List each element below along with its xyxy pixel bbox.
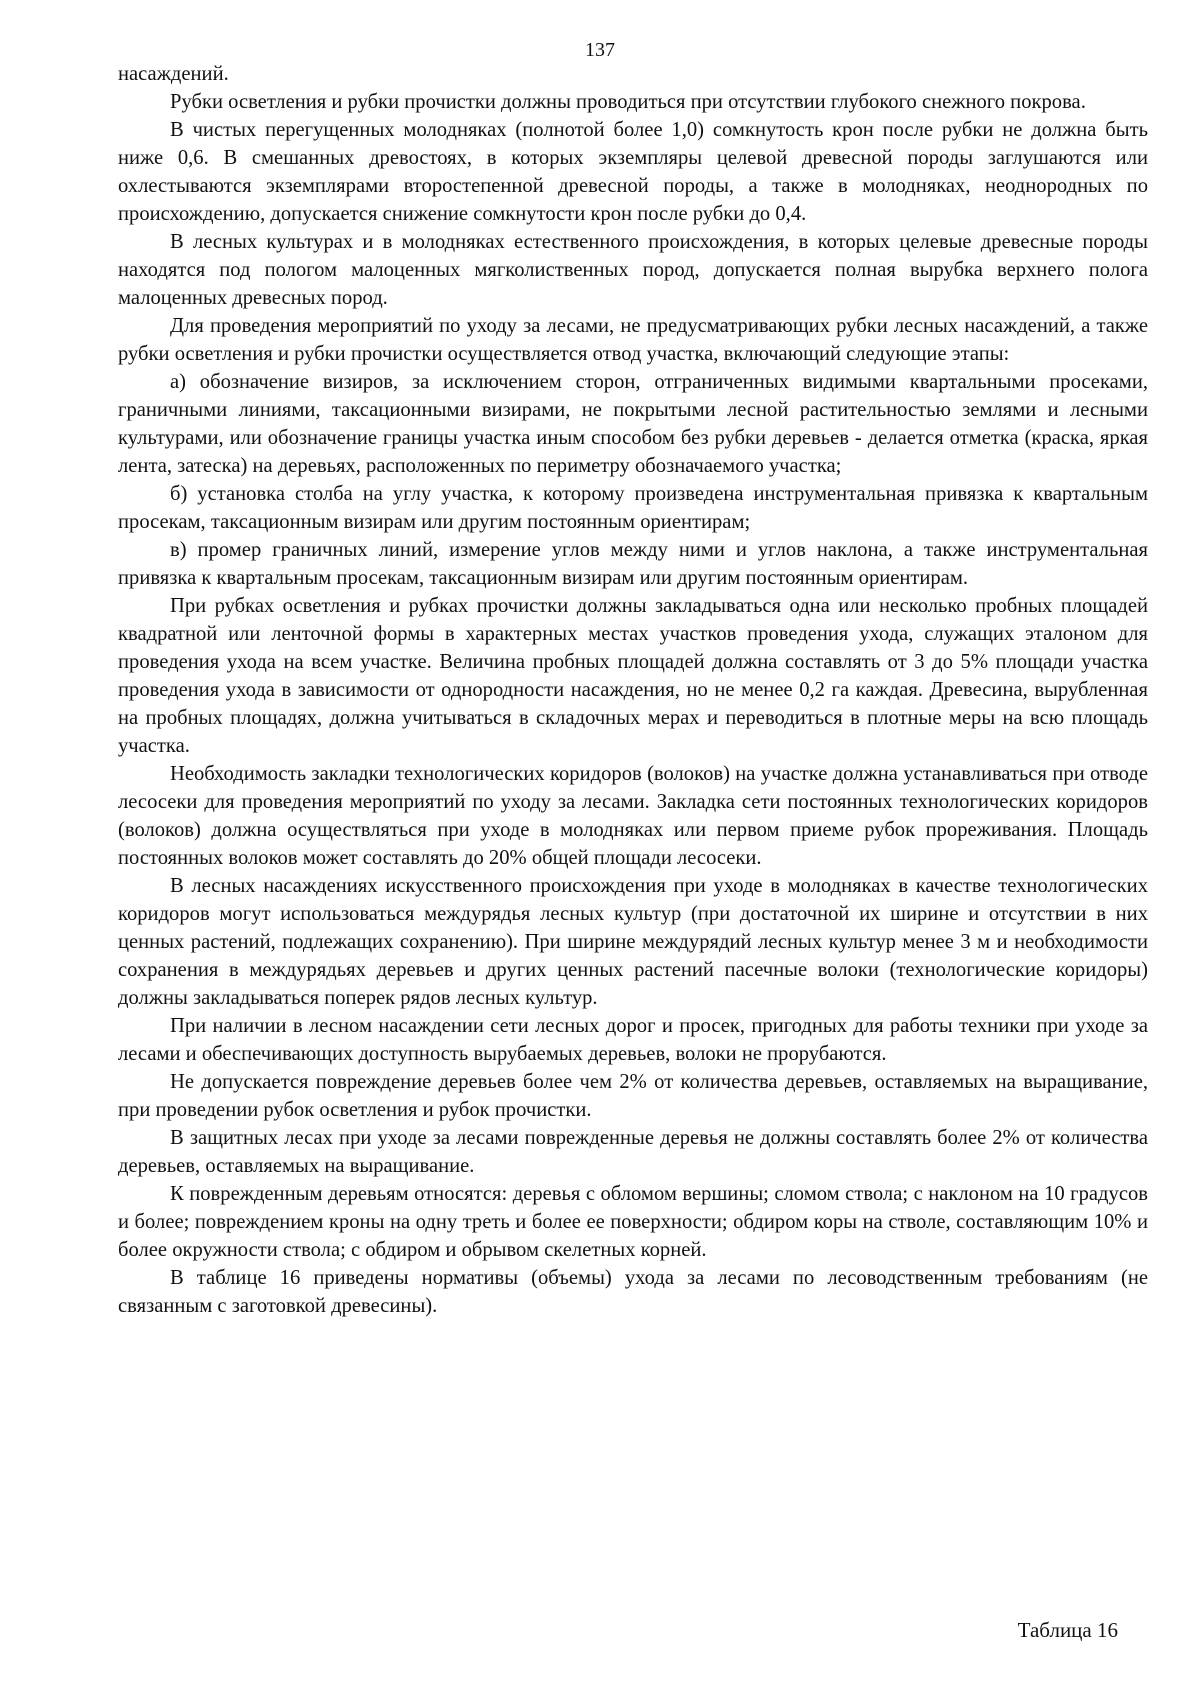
paragraph: насаждений. bbox=[118, 63, 229, 85]
paragraph: В лесных культурах и в молодняках естественного происхождения, в которых целевые древесные породы находятся под пологом малоценных мягколиственных пород, допускается полная вырубка верхнего полога малоценных древесных пород. bbox=[118, 231, 1148, 309]
paragraph: Для проведения мероприятий по уходу за лесами, не предусматривающих рубки лесных насаждений, а также рубки осветления и рубки прочистки осуществляется отвод участка, включающий следующие этапы: bbox=[118, 315, 1148, 365]
table-caption: Таблица 16 bbox=[1017, 1618, 1118, 1642]
list-item: а) обозначение визиров, за исключением сторон, отграниченных видимыми квартальными просеками, граничными линиями, таксационными визирами, не покрытыми лесной растительностью землями и лесными культурами, или обозначение границы участка иным способом без рубки деревьев - делается отметка (краска, яркая лента, затеска) на деревьях, расположенных по периметру обозначаемого участка; bbox=[118, 371, 1148, 477]
paragraph: В лесных насаждениях искусственного происхождения при уходе в молодняках в качестве технологических коридоров могут использоваться междурядья лесных культур (при достаточной их ширине и отсутствии в них ценных растений, подлежащих сохранению). При ширине междурядий лесных культур менее 3 м и необходимости сохранения в междурядьях деревьев и других ценных растений пасечные волоки (технологические коридоры) должны закладываться поперек рядов лесных культур. bbox=[118, 875, 1148, 1009]
body-text bbox=[118, 60, 1148, 1320]
paragraph: Необходимость закладки технологических коридоров (волоков) на участке должна устанавливаться при отводе лесосеки для проведения мероприятий по уходу за лесами. Закладка сети постоянных технологических коридоров (волоков) должна осуществляться при уходе в молодняках или первом приеме рубок прореживания. Площадь постоянных волоков может составлять до 20% общей площади лесосеки. bbox=[118, 763, 1148, 869]
paragraph: В защитных лесах при уходе за лесами поврежденные деревья не должны составлять более 2% от количества деревьев, оставляемых на выращивание. bbox=[118, 1127, 1148, 1177]
paragraph: В чистых перегущенных молодняках (полнотой более 1,0) сомкнутость крон после рубки не должна быть ниже 0,6. В смешанных древостоях, в которых экземпляры целевой древесной породы заглушаются или охлестываются экземплярами второстепенной древесной породы, а также в молодняках, неоднородных по происхождению, допускается снижение сомкнутости крон после рубки до 0,4. bbox=[118, 119, 1148, 225]
paragraph: К поврежденным деревьям относятся: деревья с обломом вершины; сломом ствола; с наклоном на 10 градусов и более; повреждением кроны на одну треть и более ее поверхности; обдиром коры на стволе, составляющим 10% и более окружности ствола; с обдиром и обрывом скелетных корней. bbox=[118, 1183, 1148, 1261]
paragraph: Рубки осветления и рубки прочистки должны проводиться при отсутствии глубокого снежного покрова. bbox=[170, 91, 1086, 113]
paragraph: При наличии в лесном насаждении сети лесных дорог и просек, пригодных для работы техники при уходе за лесами и обеспечивающих доступность вырубаемых деревьев, волоки не прорубаются. bbox=[118, 1015, 1148, 1065]
list-item: в) промер граничных линий, измерение углов между ними и углов наклона, а также инструментальная привязка к квартальным просекам, таксационным визирам или другим постоянным ориентирам. bbox=[118, 539, 1148, 589]
paragraph: При рубках осветления и рубках прочистки должны закладываться одна или несколько пробных площадей квадратной или ленточной формы в характерных местах участков проведения ухода, служащих эталоном для проведения ухода на всем участке. Величина пробных площадей должна составлять от 3 до 5% площади участка проведения ухода в зависимости от однородности насаждения, но не менее 0,2 га каждая. Древесина, вырубленная на пробных площадях, должна учитываться в складочных мерах и переводиться в плотные меры на всю площадь участка. bbox=[118, 595, 1148, 757]
paragraph: В таблице 16 приведены нормативы (объемы) ухода за лесами по лесоводственным требованиям (не связанным с заготовкой древесины). bbox=[118, 1267, 1148, 1317]
list-item: б) установка столба на углу участка, к которому произведена инструментальная привязка к квартальным просекам, таксационным визирам или другим постоянным ориентирам; bbox=[118, 483, 1148, 533]
paragraph: Не допускается повреждение деревьев более чем 2% от количества деревьев, оставляемых на выращивание, при проведении рубок осветления и рубок прочистки. bbox=[118, 1071, 1148, 1121]
page-number: 137 bbox=[585, 39, 615, 61]
